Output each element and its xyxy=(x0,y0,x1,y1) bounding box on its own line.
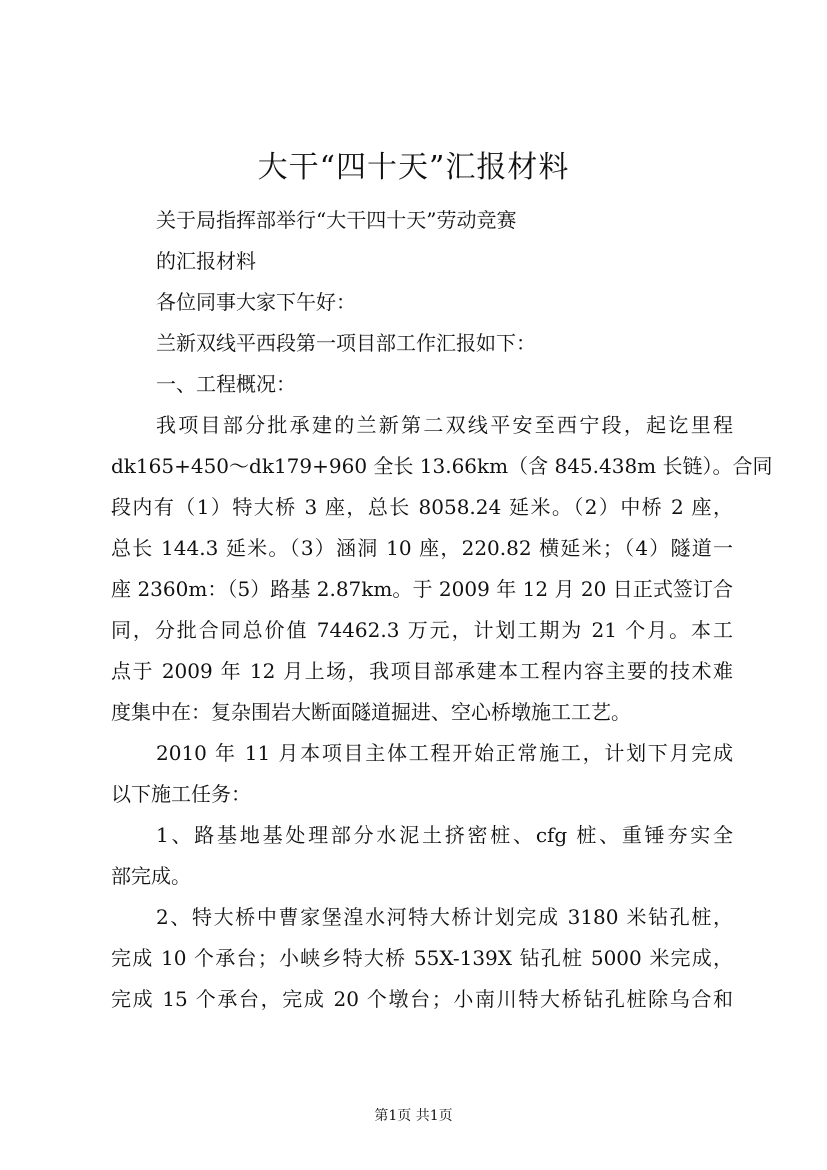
greeting-line: 各位同事大家下午好： xyxy=(156,290,356,314)
subtitle-line-1: 关于局指挥部举行“大干四十天”劳动竞赛 xyxy=(156,208,517,232)
document-title: 大干“四十天”汇报材料 xyxy=(257,150,570,185)
paragraph-line: 2、特大桥中曹家堡湟水河特大桥计划完成 3180 米钻孔桩， xyxy=(156,905,733,929)
page-footer: 第1页 共1页 xyxy=(374,1108,453,1124)
paragraph-line: 以下施工任务： xyxy=(111,782,251,806)
paragraph-line: 同，分批合同总价值 74462.3 万元，计划工期为 21 个月。本工 xyxy=(111,618,733,642)
paragraph-line: 度集中在：复杂围岩大断面隧道掘进、空心桥墩施工工艺。 xyxy=(111,700,631,724)
paragraph-line: 1、路基地基处理部分水泥土挤密桩、cfg 桩、重锤夯实全 xyxy=(156,823,733,847)
paragraph-line: dk165+450～dk179+960 全长 13.66km（含 845.438m 长链）。合同 xyxy=(111,454,773,478)
subtitle-line-2: 的汇报材料 xyxy=(156,249,256,273)
section-heading-overview: 一、工程概况： xyxy=(156,372,296,396)
paragraph-line: 点于 2009 年 12 月上场，我项目部承建本工程内容主要的技术难 xyxy=(111,659,733,683)
paragraph-line: 总长 144.3 延米。（3）涵洞 10 座，220.82 横延米；（4）隧道一 xyxy=(111,536,733,560)
paragraph-line: 完成 15 个承台，完成 20 个墩台；小南川特大桥钻孔桩除乌合和 xyxy=(111,987,733,1011)
paragraph-line: 段内有（1）特大桥 3 座，总长 8058.24 延米。（2）中桥 2 座， xyxy=(111,495,733,519)
paragraph-line: 完成 10 个承台；小峡乡特大桥 55X-139X 钻孔桩 5000 米完成， xyxy=(111,946,733,970)
document-body xyxy=(111,200,773,1020)
paragraph-line: 我项目部分批承建的兰新第二双线平安至西宁段，起讫里程 xyxy=(156,413,733,437)
paragraph-line: 部完成。 xyxy=(111,864,191,888)
paragraph-line: 座 2360m：（5）路基 2.87km。于 2009 年 12 月 20 日正式签订合 xyxy=(111,577,733,601)
intro-line: 兰新双线平西段第一项目部工作汇报如下： xyxy=(156,331,536,355)
paragraph-line: 2010 年 11 月本项目主体工程开始正常施工，计划下月完成 xyxy=(156,741,733,765)
